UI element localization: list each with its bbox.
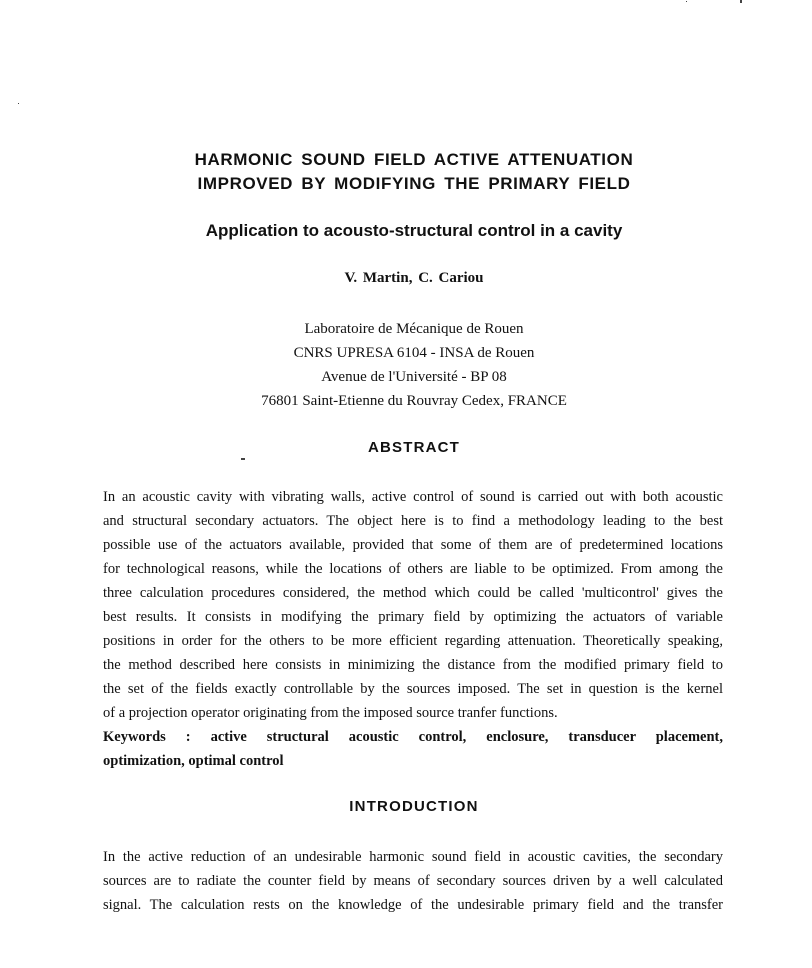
abstract-line-1: In an acoustic cavity with vibrating walls, active control of sound is carried out with both acoustic [103,489,723,505]
affiliation-line-4: 76801 Saint-Etienne du Rouvray Cedex, FRANCE [261,393,567,409]
keywords-line-2: optimization, optimal control [103,753,284,769]
affiliation-line-2: CNRS UPRESA 6104 - INSA de Rouen [293,345,535,361]
keywords-line-1: Keywords : active structural acoustic control, enclosure, transducer placement, [103,729,723,745]
abstract-line-8: the method described here consists in minimizing the distance from the modified primary field to [103,657,723,673]
abstract-line-6: best results. It consists in modifying the primary field by optimizing the actuators of variable [103,609,723,625]
paper-title-line-2: IMPROVED BY MODIFYING THE PRIMARY FIELD [197,174,631,193]
intro-line-3: signal. The calculation rests on the knowledge of the undesirable primary field and the transfer [103,897,723,913]
abstract-line-3: possible use of the actuators available, provided that some of them are of predetermined locations [103,537,723,553]
abstract-line-2: and structural secondary actuators. The object here is to find a methodology leading to the best [103,513,723,529]
intro-line-1: In the active reduction of an undesirable harmonic sound field in acoustic cavities, the secondary [103,849,723,865]
scan-speck [740,0,742,3]
abstract-line-10: of a projection operator originating from the imposed source tranfer functions. [103,705,558,721]
intro-line-2: sources are to radiate the counter field by means of secondary sources driven by a well calculated [103,873,723,889]
scan-speck [686,1,687,2]
introduction-heading: INTRODUCTION [349,798,479,815]
authors: V. Martin, C. Cariou [344,270,484,286]
paper-subtitle: Application to acousto-structural control in a cavity [205,221,623,240]
abstract-line-5: three calculation procedures considered, the method which could be called 'multicontrol' gives the [103,585,723,601]
abstract-line-9: the set of the fields exactly controllable by the sources imposed. The set in question is the kernel [103,681,723,697]
scan-speck [18,103,19,104]
abstract-line-7: positions in order for the others to be more efficient regarding attenuation. Theoretically speaking, [103,633,723,649]
affiliation-line-1: Laboratoire de Mécanique de Rouen [304,321,524,337]
abstract-heading: ABSTRACT [367,439,461,456]
scan-speck [241,458,245,460]
paper-title-line-1: HARMONIC SOUND FIELD ACTIVE ATTENUATION [194,150,634,169]
abstract-line-4: for technological reasons, while the locations of others are liable to be optimized. From among the [103,561,723,577]
affiliation-line-3: Avenue de l'Université - BP 08 [321,369,507,385]
